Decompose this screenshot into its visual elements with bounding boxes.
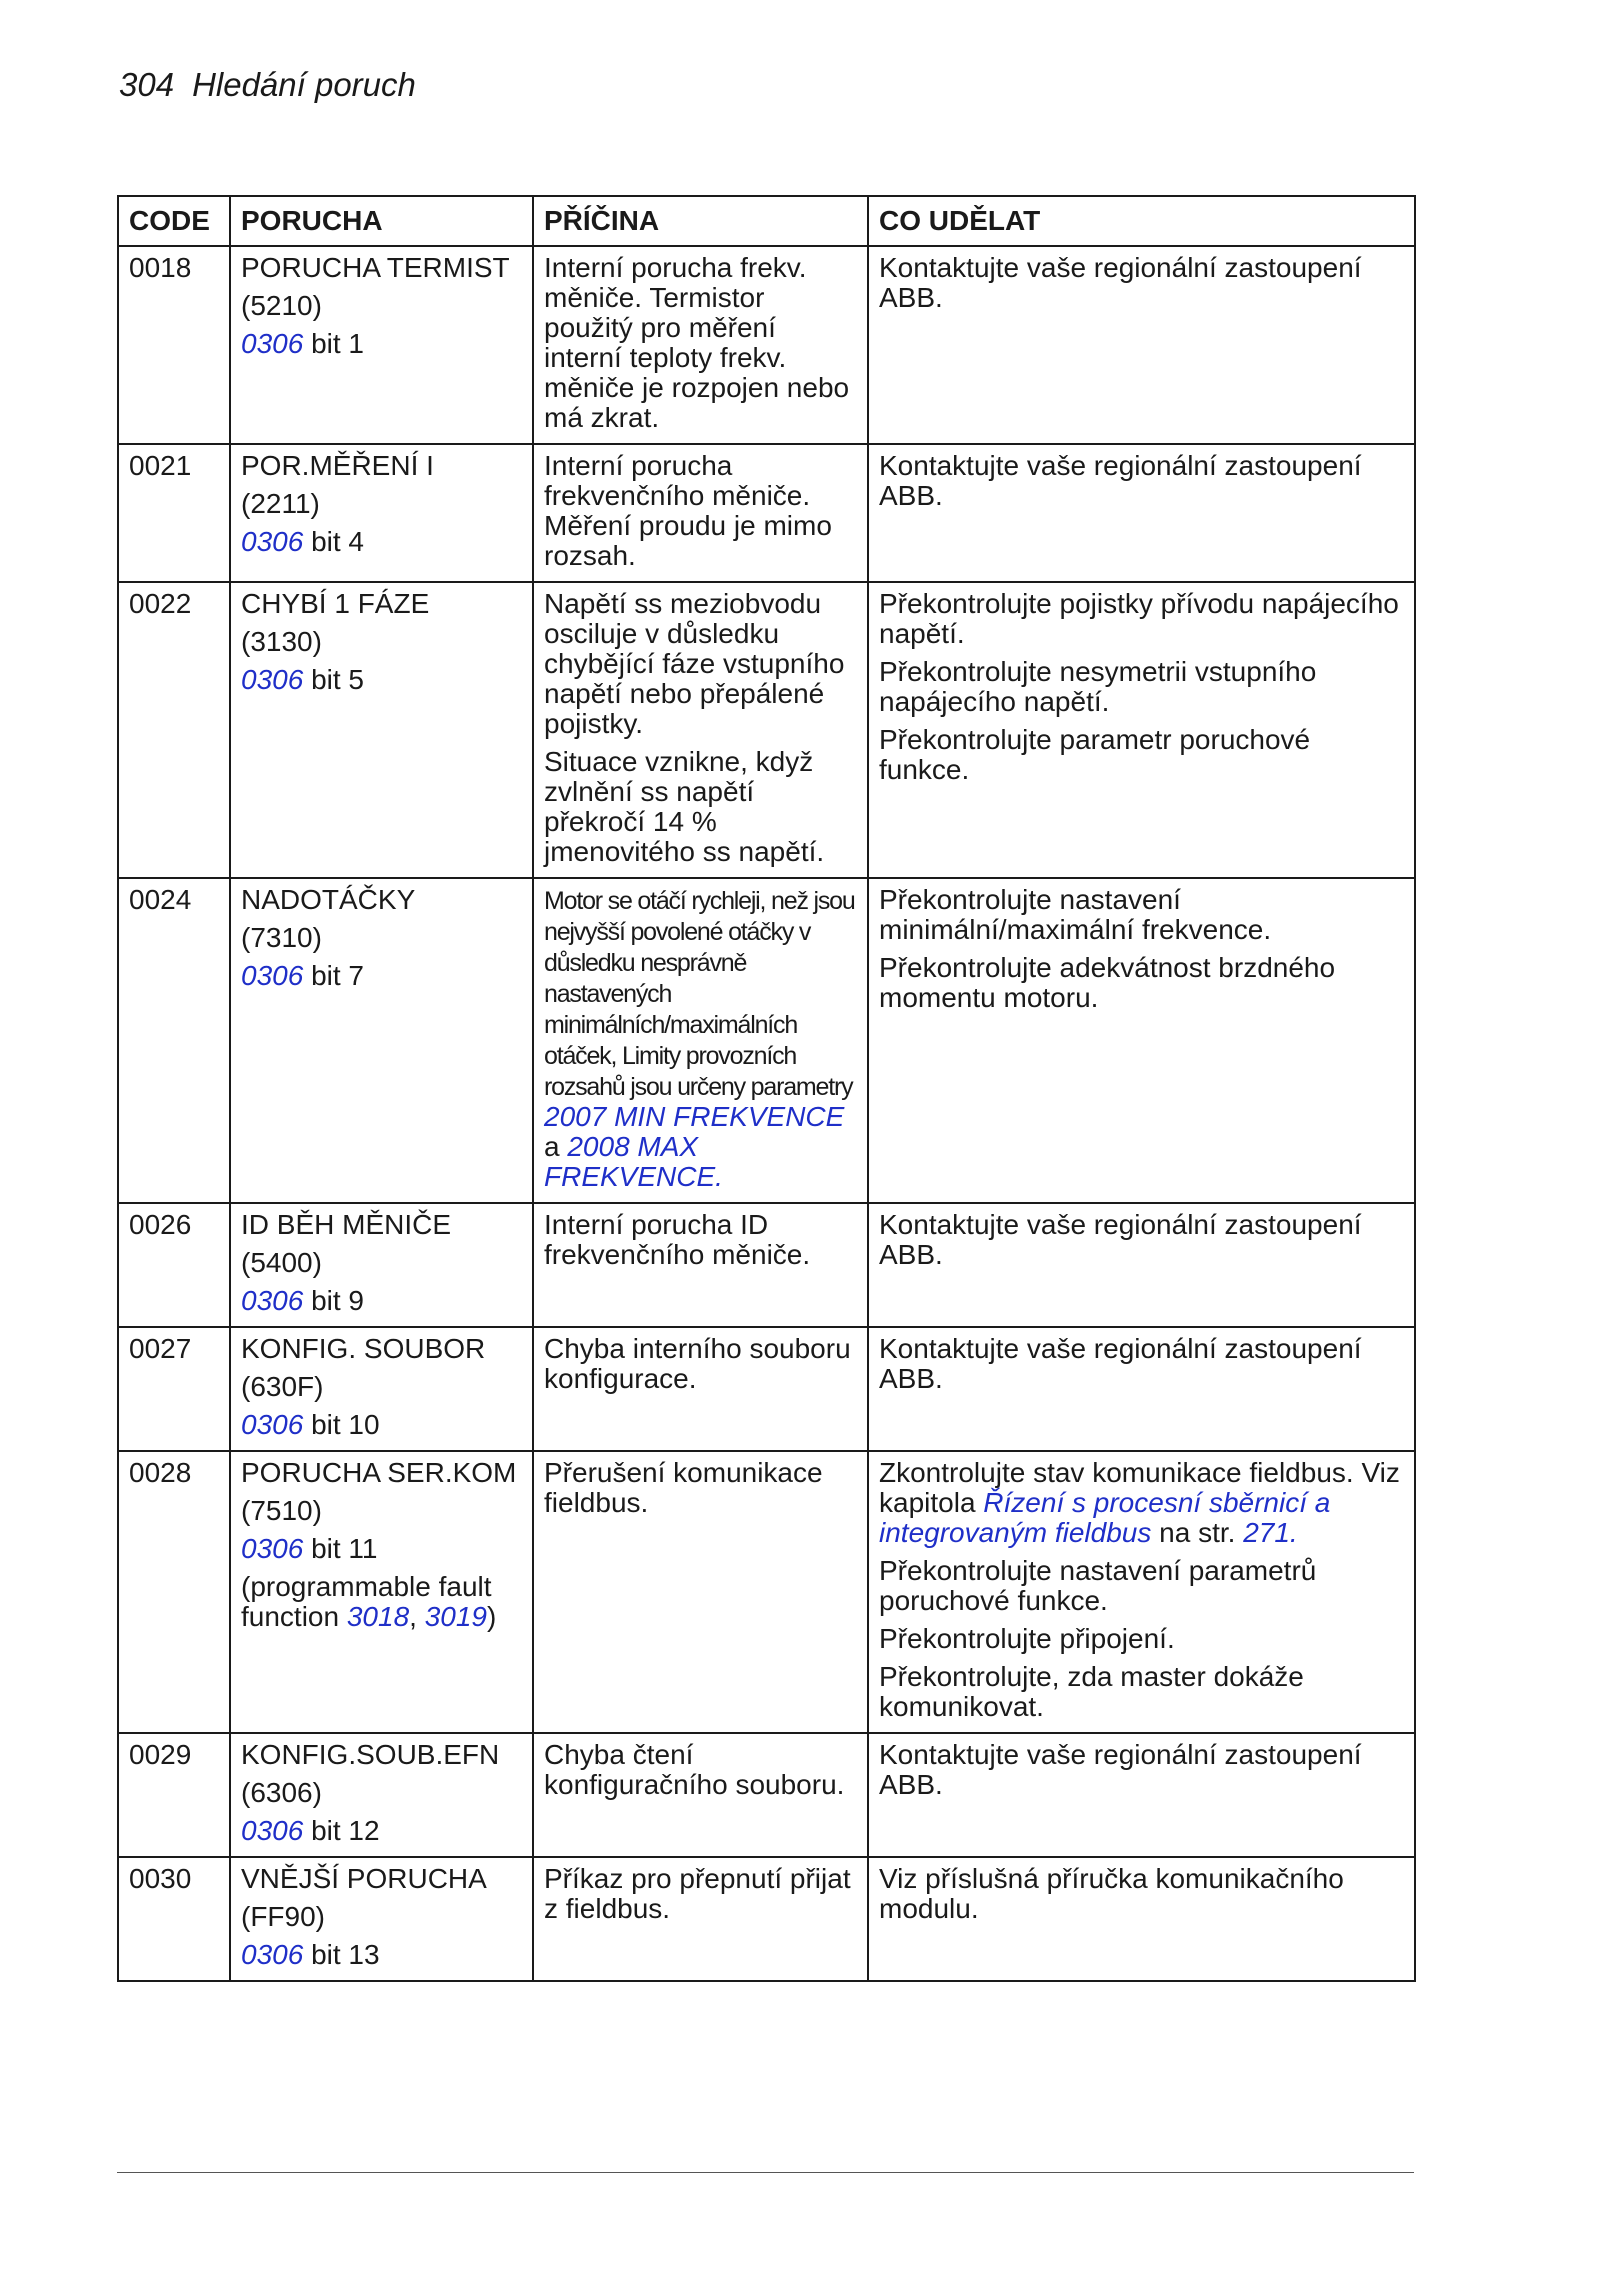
fault-name-cell: [230, 246, 533, 444]
footer-divider: [117, 2172, 1414, 2173]
column-header-code: CODE: [118, 196, 230, 246]
fault-bit-ref: [241, 1410, 522, 1440]
action-cell: [868, 1327, 1415, 1451]
cause-cell: [533, 246, 868, 444]
action-text: [879, 1458, 1404, 1548]
action-text: Kontaktujte vaše regionální zastoupení ABB.: [879, 1209, 1362, 1270]
fault-name-cell: [230, 1451, 533, 1733]
fault-name-cell: [230, 582, 533, 878]
action-text: Překontrolujte nastavení minimální/maximální frekvence.: [879, 884, 1272, 945]
action-text-pre: Zkontrolujte stav komunikace fieldbus. Viz kapitola: [879, 1457, 1400, 1518]
action-text: Kontaktujte vaše regionální zastoupení ABB.: [879, 450, 1362, 511]
parameter-link[interactable]: 0306: [241, 328, 304, 359]
cause-text: Napětí ss meziobvodu osciluje v důsledku chybějící fáze vstupního napětí nebo přepálené pojistky.: [544, 588, 845, 739]
fault-code-cell: 0028: [118, 1451, 230, 1733]
separator: ,: [409, 1601, 425, 1632]
fault-hex-code: (7510): [241, 1495, 322, 1526]
cause-text: Interní porucha frekv. měniče. Termistor použitý pro měření interní teploty frekv. měniče je rozpojen nebo má zkrat.: [544, 252, 850, 433]
fault-bit-ref: [241, 1940, 522, 1970]
fault-bit-ref: [241, 1286, 522, 1316]
action-text: Kontaktujte vaše regionální zastoupení ABB.: [879, 252, 1362, 313]
cause-text: Příkaz pro přepnutí přijat z fieldbus.: [544, 1863, 851, 1924]
cause-cell: [533, 878, 868, 1203]
fault-table: [117, 195, 1416, 1982]
action-text: Překontrolujte nesymetrii vstupního napájecího napětí.: [879, 656, 1317, 717]
page-header: [119, 66, 416, 104]
fault-hex-code: (6306): [241, 1777, 322, 1808]
action-text: Překontrolujte nastavení parametrů poruchové funkce.: [879, 1555, 1317, 1616]
programmable-fault-text: (programmable fault function: [241, 1571, 492, 1632]
fault-bit-ref: [241, 1816, 522, 1846]
action-cell: [868, 1203, 1415, 1327]
action-cell: [868, 1857, 1415, 1981]
table-header-row: [118, 196, 1415, 246]
page-number: 304: [119, 66, 175, 103]
chapter-link[interactable]: Řízení s procesní sběrnicí a integrovaným fieldbus: [879, 1487, 1331, 1548]
bit-label: bit 12: [303, 1815, 380, 1846]
fault-name: KONFIG.SOUB.EFN: [241, 1739, 500, 1770]
parameter-link[interactable]: 0306: [241, 664, 304, 695]
action-cell: [868, 1451, 1415, 1733]
cause-cell: [533, 1733, 868, 1857]
cause-text: Situace vznikne, když zvlnění ss napětí překročí 14 % jmenovitého ss napětí.: [544, 746, 825, 867]
fault-name-cell: [230, 1733, 533, 1857]
fault-name: VNĚJŠÍ PORUCHA: [241, 1863, 487, 1894]
fault-code-cell: 0029: [118, 1733, 230, 1857]
table-row: [118, 1733, 1415, 1857]
table-row: [118, 582, 1415, 878]
fault-code-cell: 0022: [118, 582, 230, 878]
parameter-link-3019[interactable]: 3019: [424, 1601, 488, 1632]
fault-name: CHYBÍ 1 FÁZE: [241, 588, 430, 619]
cause-cell: [533, 1327, 868, 1451]
action-cell: [868, 878, 1415, 1203]
fault-name: POR.MĚŘENÍ I: [241, 450, 434, 481]
bit-label: bit 9: [303, 1285, 364, 1316]
fault-hex-code: (630F): [241, 1371, 324, 1402]
parameter-link[interactable]: 0306: [241, 526, 304, 557]
column-header-fault: PORUCHA: [230, 196, 533, 246]
parameter-link-2007[interactable]: 2007 MIN FREKVENCE: [544, 1101, 845, 1132]
fault-name-cell: [230, 1327, 533, 1451]
cause-cell: [533, 444, 868, 582]
cause-text-body: Motor se otáčí rychleji, než jsou nejvyšší povolené otáčky v důsledku nesprávně nastavených minimálních/maximálních otáček, Limity provozních rozsahů jsou určeny parametry: [544, 887, 855, 1101]
cause-text: Chyba interního souboru konfigurace.: [544, 1333, 851, 1394]
fault-bit-ref: [241, 665, 522, 695]
cause-text: Chyba čtení konfiguračního souboru.: [544, 1739, 845, 1800]
fault-name-cell: [230, 1857, 533, 1981]
fault-hex-code: (FF90): [241, 1901, 325, 1932]
fault-bit-ref: [241, 1534, 522, 1564]
action-text: Viz příslušná příručka komunikačního modulu.: [879, 1863, 1344, 1924]
cause-cell: [533, 1857, 868, 1981]
fault-code-cell: 0030: [118, 1857, 230, 1981]
cause-text: [544, 885, 857, 1192]
bit-label: bit 1: [303, 328, 364, 359]
fault-name: PORUCHA SER.KOM: [241, 1457, 517, 1488]
fault-bit-ref: [241, 329, 522, 359]
action-text: Překontrolujte adekvátnost brzdného momentu motoru.: [879, 952, 1336, 1013]
table-row: [118, 246, 1415, 444]
bit-label: bit 11: [303, 1533, 378, 1564]
fault-bit-ref: [241, 527, 522, 557]
action-text-end: .: [1289, 1517, 1298, 1548]
action-text: Překontrolujte připojení.: [879, 1623, 1175, 1654]
action-cell: [868, 246, 1415, 444]
action-text: Kontaktujte vaše regionální zastoupení ABB.: [879, 1333, 1362, 1394]
action-cell: [868, 582, 1415, 878]
fault-name-cell: [230, 444, 533, 582]
fault-name: ID BĚH MĚNIČE: [241, 1209, 452, 1240]
column-header-action: CO UDĚLAT: [868, 196, 1415, 246]
fault-name-cell: [230, 1203, 533, 1327]
parameter-link[interactable]: 0306: [241, 1815, 304, 1846]
table-row: [118, 1203, 1415, 1327]
fault-hex-code: (5210): [241, 290, 322, 321]
bit-label: bit 7: [303, 960, 364, 991]
action-text: Překontrolujte pojistky přívodu napájecího napětí.: [879, 588, 1399, 649]
bit-label: bit 5: [303, 664, 364, 695]
fault-code-cell: 0024: [118, 878, 230, 1203]
cause-text: Přerušení komunikace fieldbus.: [544, 1457, 823, 1518]
fault-bit-ref: [241, 961, 522, 991]
bit-label: bit 10: [303, 1409, 380, 1440]
column-header-cause: PŘÍČINA: [533, 196, 868, 246]
bit-label: bit 13: [303, 1939, 380, 1970]
cause-cell: [533, 1451, 868, 1733]
parameter-link-2008[interactable]: 2008 MAX FREKVENCE: [544, 1131, 716, 1192]
table-row: [118, 444, 1415, 582]
fault-code-cell: 0018: [118, 246, 230, 444]
fault-name: NADOTÁČKY: [241, 884, 416, 915]
cause-end: .: [715, 1161, 723, 1192]
table-row: [118, 1857, 1415, 1981]
fault-hex-code: (2211): [241, 488, 320, 519]
closing-paren: ): [487, 1601, 497, 1632]
table-row: [118, 878, 1415, 1203]
parameter-link[interactable]: 0306: [241, 960, 304, 991]
action-text: Překontrolujte, zda master dokáže komunikovat.: [879, 1661, 1304, 1722]
bit-label: bit 4: [303, 526, 364, 557]
programmable-fault-note: [241, 1572, 522, 1632]
cause-cell: [533, 1203, 868, 1327]
action-cell: [868, 444, 1415, 582]
parameter-link[interactable]: 0306: [241, 1533, 304, 1564]
page-link[interactable]: 271: [1243, 1517, 1290, 1548]
parameter-link-3018[interactable]: 3018: [346, 1601, 410, 1632]
table-row: [118, 1451, 1415, 1733]
table-row: [118, 1327, 1415, 1451]
fault-hex-code: (7310): [241, 922, 322, 953]
parameter-link[interactable]: 0306: [241, 1409, 304, 1440]
fault-code-cell: 0021: [118, 444, 230, 582]
fault-hex-code: (5400): [241, 1247, 322, 1278]
action-text: Překontrolujte parametr poruchové funkce.: [879, 724, 1311, 785]
fault-name: PORUCHA TERMIST: [241, 252, 510, 283]
cause-cell: [533, 582, 868, 878]
action-cell: [868, 1733, 1415, 1857]
parameter-link[interactable]: 0306: [241, 1285, 304, 1316]
action-text: Kontaktujte vaše regionální zastoupení ABB.: [879, 1739, 1362, 1800]
fault-hex-code: (3130): [241, 626, 322, 657]
action-text-mid: na str.: [1151, 1517, 1244, 1548]
section-title: Hledání poruch: [192, 66, 416, 103]
parameter-link[interactable]: 0306: [241, 1939, 304, 1970]
cause-conjunction: a: [544, 1131, 568, 1162]
fault-name: KONFIG. SOUBOR: [241, 1333, 486, 1364]
fault-code-cell: 0027: [118, 1327, 230, 1451]
cause-text: Interní porucha frekvenčního měniče. Měření proudu je mimo rozsah.: [544, 450, 832, 571]
fault-code-cell: 0026: [118, 1203, 230, 1327]
fault-name-cell: [230, 878, 533, 1203]
cause-text: Interní porucha ID frekvenčního měniče.: [544, 1209, 811, 1270]
